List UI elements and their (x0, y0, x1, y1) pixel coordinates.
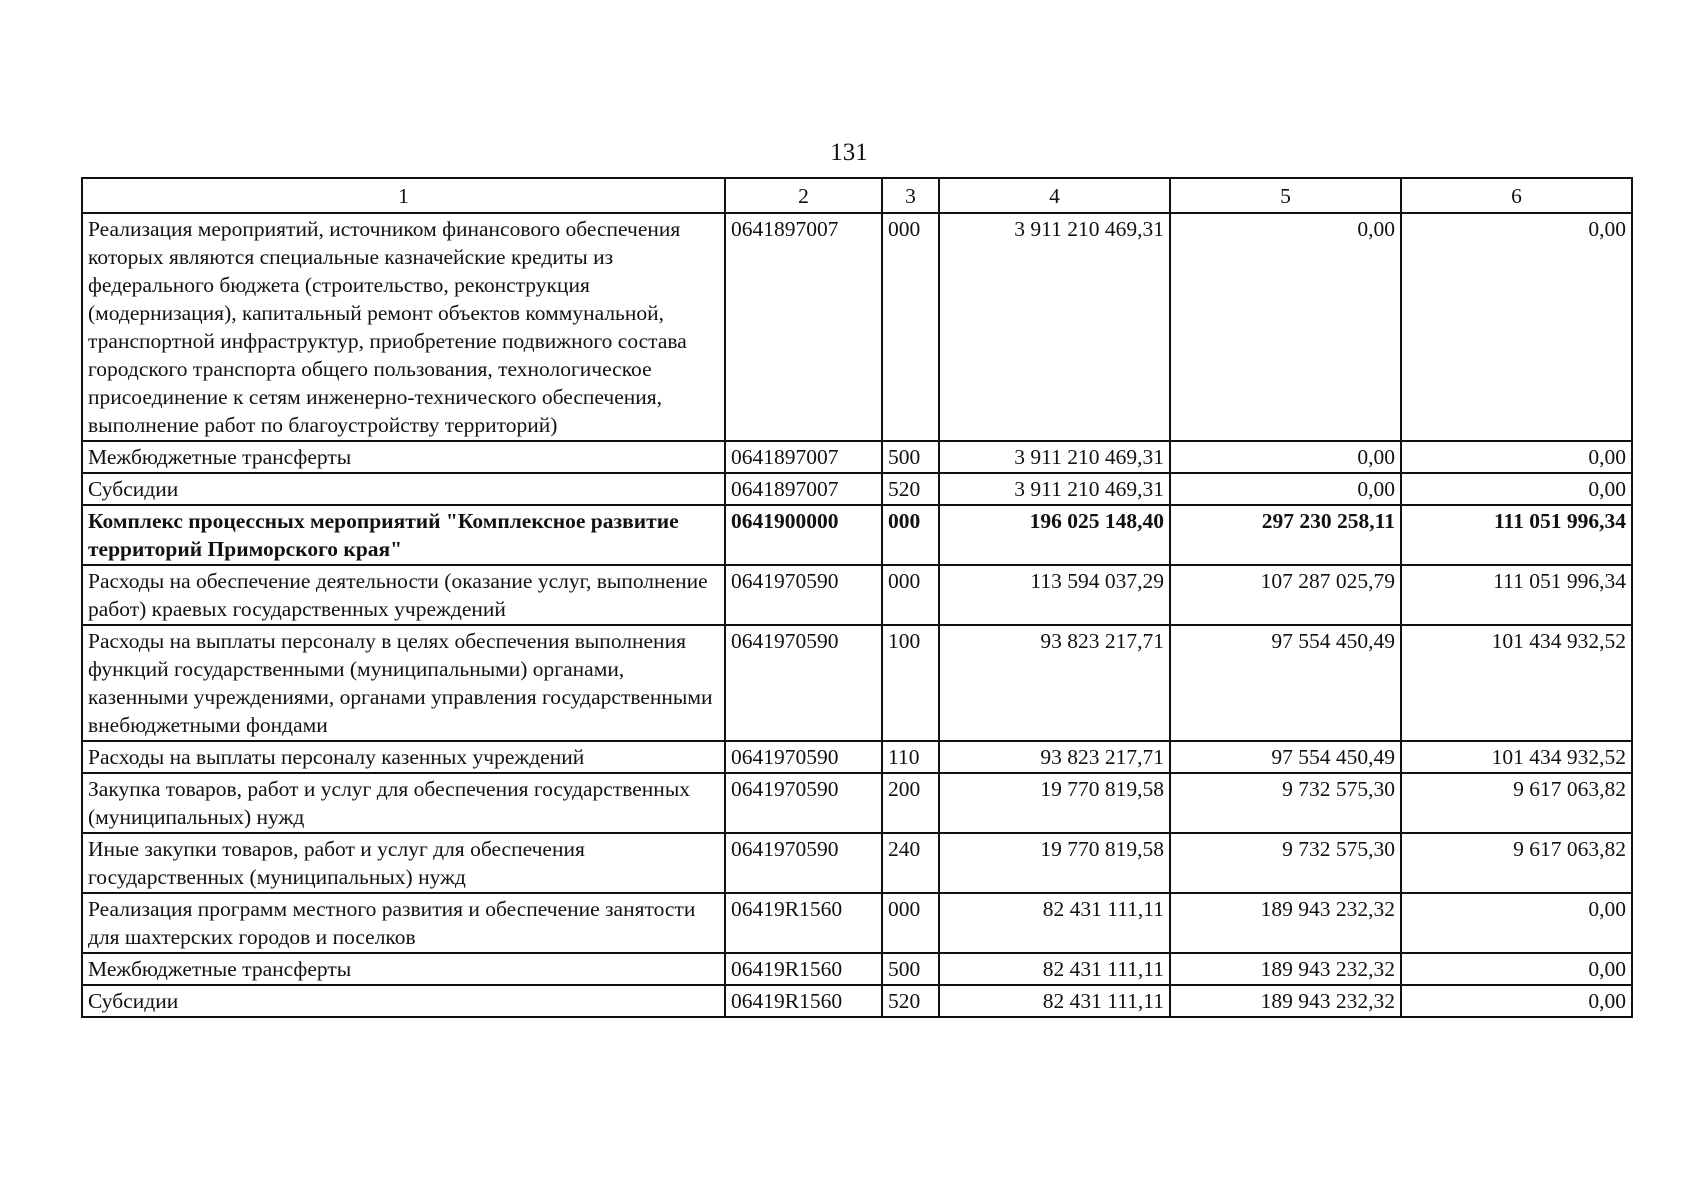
row-value-col6: 0,00 (1401, 985, 1632, 1017)
row-value-col5: 0,00 (1170, 213, 1401, 441)
table-row (82, 741, 1632, 773)
table-row (82, 213, 1632, 441)
row-value-col4: 82 431 111,11 (939, 985, 1170, 1017)
row-value-col5: 0,00 (1170, 441, 1401, 473)
row-code: 0641900000 (725, 505, 882, 565)
row-value-col5: 189 943 232,32 (1170, 953, 1401, 985)
row-code: 0641897007 (725, 213, 882, 441)
row-value-col4: 82 431 111,11 (939, 893, 1170, 953)
row-code: 0641970590 (725, 741, 882, 773)
table-row (82, 441, 1632, 473)
row-value-col5: 189 943 232,32 (1170, 893, 1401, 953)
row-value-col6: 0,00 (1401, 473, 1632, 505)
header-row (82, 178, 1632, 213)
row-name: Субсидии (82, 473, 725, 505)
row-code: 0641970590 (725, 773, 882, 833)
table-row (82, 473, 1632, 505)
row-value-col6: 111 051 996,34 (1401, 565, 1632, 625)
row-name: Иные закупки товаров, работ и услуг для обеспечения государственных (муниципальных) нужд (82, 833, 725, 893)
table-row (82, 893, 1632, 953)
page-number: 131 (830, 139, 868, 166)
row-name: Межбюджетные трансферты (82, 953, 725, 985)
row-expense-type: 000 (882, 565, 939, 625)
table-row (82, 773, 1632, 833)
row-value-col5: 297 230 258,11 (1170, 505, 1401, 565)
row-value-col6: 101 434 932,52 (1401, 741, 1632, 773)
row-code: 0641970590 (725, 625, 882, 741)
row-value-col5: 97 554 450,49 (1170, 625, 1401, 741)
table-row (82, 625, 1632, 741)
table-row (82, 985, 1632, 1017)
row-value-col4: 3 911 210 469,31 (939, 213, 1170, 441)
header-cell-2: 2 (725, 178, 882, 213)
row-code: 0641897007 (725, 473, 882, 505)
budget-table (81, 177, 1633, 1018)
row-value-col6: 0,00 (1401, 213, 1632, 441)
row-expense-type: 500 (882, 441, 939, 473)
table-row (82, 953, 1632, 985)
row-expense-type: 000 (882, 893, 939, 953)
row-value-col4: 19 770 819,58 (939, 833, 1170, 893)
row-value-col6: 9 617 063,82 (1401, 833, 1632, 893)
row-code: 06419R1560 (725, 953, 882, 985)
header-cell-4: 4 (939, 178, 1170, 213)
row-value-col4: 196 025 148,40 (939, 505, 1170, 565)
row-expense-type: 110 (882, 741, 939, 773)
row-value-col6: 0,00 (1401, 441, 1632, 473)
row-value-col4: 93 823 217,71 (939, 741, 1170, 773)
row-value-col6: 0,00 (1401, 953, 1632, 985)
row-code: 0641897007 (725, 441, 882, 473)
header-cell-1: 1 (82, 178, 725, 213)
table-body (82, 213, 1632, 1017)
row-value-col5: 97 554 450,49 (1170, 741, 1401, 773)
row-code: 06419R1560 (725, 893, 882, 953)
row-value-col5: 107 287 025,79 (1170, 565, 1401, 625)
row-value-col4: 82 431 111,11 (939, 953, 1170, 985)
row-name: Расходы на выплаты персоналу казенных учреждений (82, 741, 725, 773)
row-code: 06419R1560 (725, 985, 882, 1017)
row-name: Межбюджетные трансферты (82, 441, 725, 473)
row-expense-type: 000 (882, 505, 939, 565)
row-name: Расходы на выплаты персоналу в целях обеспечения выполнения функций государственными (муниципальными) органами, казенными учреждениями, органами управления государственными внебюджетными фондами (82, 625, 725, 741)
table-row (82, 505, 1632, 565)
row-expense-type: 520 (882, 473, 939, 505)
row-value-col4: 93 823 217,71 (939, 625, 1170, 741)
row-value-col6: 101 434 932,52 (1401, 625, 1632, 741)
row-expense-type: 500 (882, 953, 939, 985)
header-cell-5: 5 (1170, 178, 1401, 213)
row-value-col5: 9 732 575,30 (1170, 773, 1401, 833)
row-code: 0641970590 (725, 565, 882, 625)
row-name: Закупка товаров, работ и услуг для обеспечения государственных (муниципальных) нужд (82, 773, 725, 833)
row-name: Расходы на обеспечение деятельности (оказание услуг, выполнение работ) краевых государственных учреждений (82, 565, 725, 625)
row-expense-type: 000 (882, 213, 939, 441)
header-cell-3: 3 (882, 178, 939, 213)
row-expense-type: 100 (882, 625, 939, 741)
row-value-col4: 19 770 819,58 (939, 773, 1170, 833)
table-row (82, 833, 1632, 893)
row-expense-type: 200 (882, 773, 939, 833)
row-value-col4: 113 594 037,29 (939, 565, 1170, 625)
row-value-col6: 111 051 996,34 (1401, 505, 1632, 565)
row-name: Комплекс процессных мероприятий "Комплексное развитие территорий Приморского края" (82, 505, 725, 565)
row-value-col5: 9 732 575,30 (1170, 833, 1401, 893)
row-value-col6: 0,00 (1401, 893, 1632, 953)
row-value-col5: 189 943 232,32 (1170, 985, 1401, 1017)
row-name: Реализация программ местного развития и обеспечение занятости для шахтерских городов и поселков (82, 893, 725, 953)
row-code: 0641970590 (725, 833, 882, 893)
table-row (82, 565, 1632, 625)
row-expense-type: 240 (882, 833, 939, 893)
row-name: Субсидии (82, 985, 725, 1017)
row-name: Реализация мероприятий, источником финансового обеспечения которых являются специальные казначейские кредиты из федерального бюджета (строительство, реконструкция (модернизация), капитальный ремонт объектов коммунальной, транспортной инфраструктур, приобретение подвижного состава городского транспорта общего пользования, технологическое присоединение к сетям инженерно-технического обеспечения, выполнение работ по благоустройству территорий) (82, 213, 725, 441)
row-value-col4: 3 911 210 469,31 (939, 473, 1170, 505)
row-expense-type: 520 (882, 985, 939, 1017)
row-value-col6: 9 617 063,82 (1401, 773, 1632, 833)
header-cell-6: 6 (1401, 178, 1632, 213)
row-value-col4: 3 911 210 469,31 (939, 441, 1170, 473)
row-value-col5: 0,00 (1170, 473, 1401, 505)
